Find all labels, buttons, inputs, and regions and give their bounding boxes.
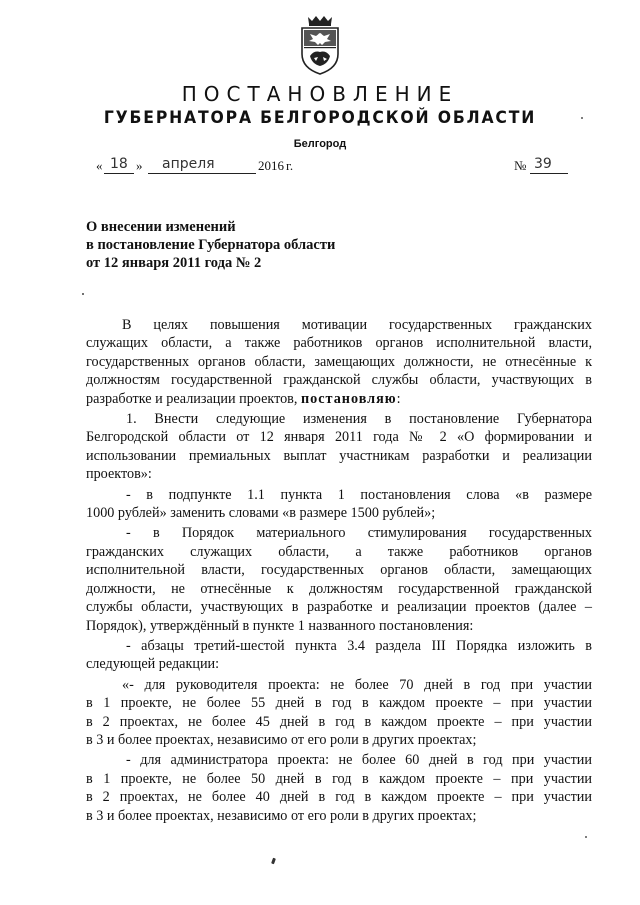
resolve-keyword: постановляю <box>300 390 397 407</box>
body-line: «- для руководителя проекта: не более 70 дней в год при участии <box>122 676 592 693</box>
date-close-quote: » <box>136 158 143 173</box>
body-line: в 2 проектах, не более 45 дней в год в каждом проекте – при участии <box>86 713 592 730</box>
body-line: в 2 проектах, не более 40 дней в год в каждом проекте – при участии <box>86 789 592 806</box>
heading-line: О внесении изменений <box>86 219 236 235</box>
document-type-title: ПОСТАНОВЛЕНИЕ <box>181 82 459 106</box>
body-line: службы области, участвующих в разработке и реализации проектов (далее – <box>86 599 592 616</box>
body-line: должности, не отнесённые к должностям государственной гражданской <box>86 580 592 597</box>
speck-mark <box>271 858 276 865</box>
heading-line: в постановление Губернатора области <box>86 237 336 253</box>
body-line: 1000 рублей» заменить словами «в размере 1500 рублей»; <box>86 505 436 522</box>
body-line: исполнительной власти, государственных органов области, замещающих <box>86 562 592 579</box>
body-line: - для администратора проекта: не более 60 дней в год при участии <box>126 752 592 769</box>
date-day: 18 <box>110 156 128 172</box>
body-line: в 3 и более проектах, независимо от его роли в других проектах; <box>86 807 477 824</box>
date-month: апреля <box>162 156 215 172</box>
body-line: государственных органов области, замещающих должности, не отнесённые к <box>86 353 592 370</box>
body-line: проектов»: <box>86 466 152 483</box>
date-open-quote: « <box>96 158 103 173</box>
body-line: в 1 проекте, не более 50 дней в год в каждом проекте – при участии <box>86 770 592 787</box>
body-line: Белгородской области от 12 января 2011 года № 2 «О формировании и <box>86 429 592 446</box>
body-line: в 3 и более проектах, независимо от его роли в других проектах; <box>86 731 477 748</box>
body-line: должностям государственной гражданской службы области, участвующих в <box>86 372 592 389</box>
issuer-title: ГУБЕРНАТОРА БЕЛГОРОДСКОЙ ОБЛАСТИ <box>103 108 537 128</box>
body-line: гражданских служащих области, а также работников органов <box>86 543 592 560</box>
body-line: в 1 проекте, не более 55 дней в год в каждом проекте – при участии <box>86 695 592 712</box>
document-number: 39 <box>534 156 552 172</box>
body-line: служащих области, а также работников органов исполнительной власти, <box>86 335 592 352</box>
speck-mark <box>585 836 587 838</box>
coat-of-arms-emblem <box>296 14 344 76</box>
body-line: следующей редакции: <box>86 656 220 673</box>
city-label: Белгород <box>293 138 347 150</box>
body-line: 1. Внести следующие изменения в постановление Губернатора <box>126 411 592 428</box>
date-number-line <box>96 158 576 178</box>
body-line: использовании премиальных выплат участникам разработки и реализации <box>86 447 592 464</box>
speck-mark <box>82 293 84 295</box>
body-line <box>86 390 592 408</box>
body-line: В целях повышения мотивации государственных гражданских <box>122 317 592 333</box>
body-text: разработке и реализации проектов, <box>86 390 298 407</box>
body-line: - в Порядок материального стимулирования государственных <box>126 525 592 542</box>
date-year-suffix: г. <box>286 158 294 173</box>
document-body <box>86 316 592 825</box>
speck-mark <box>581 117 583 119</box>
date-year: 2016 <box>258 158 284 173</box>
number-label: № <box>514 158 527 173</box>
heading-line: от 12 января 2011 года № 2 <box>86 255 262 271</box>
body-line: - в подпункте 1.1 пункта 1 постановления слова «в размере <box>126 486 592 503</box>
document-heading <box>86 218 416 272</box>
body-line: Порядок), утверждённый в пункте 1 названного постановления: <box>86 617 474 634</box>
body-line: - абзацы третий-шестой пункта 3.4 раздела III Порядка изложить в <box>126 637 592 654</box>
body-text: : <box>396 390 401 407</box>
